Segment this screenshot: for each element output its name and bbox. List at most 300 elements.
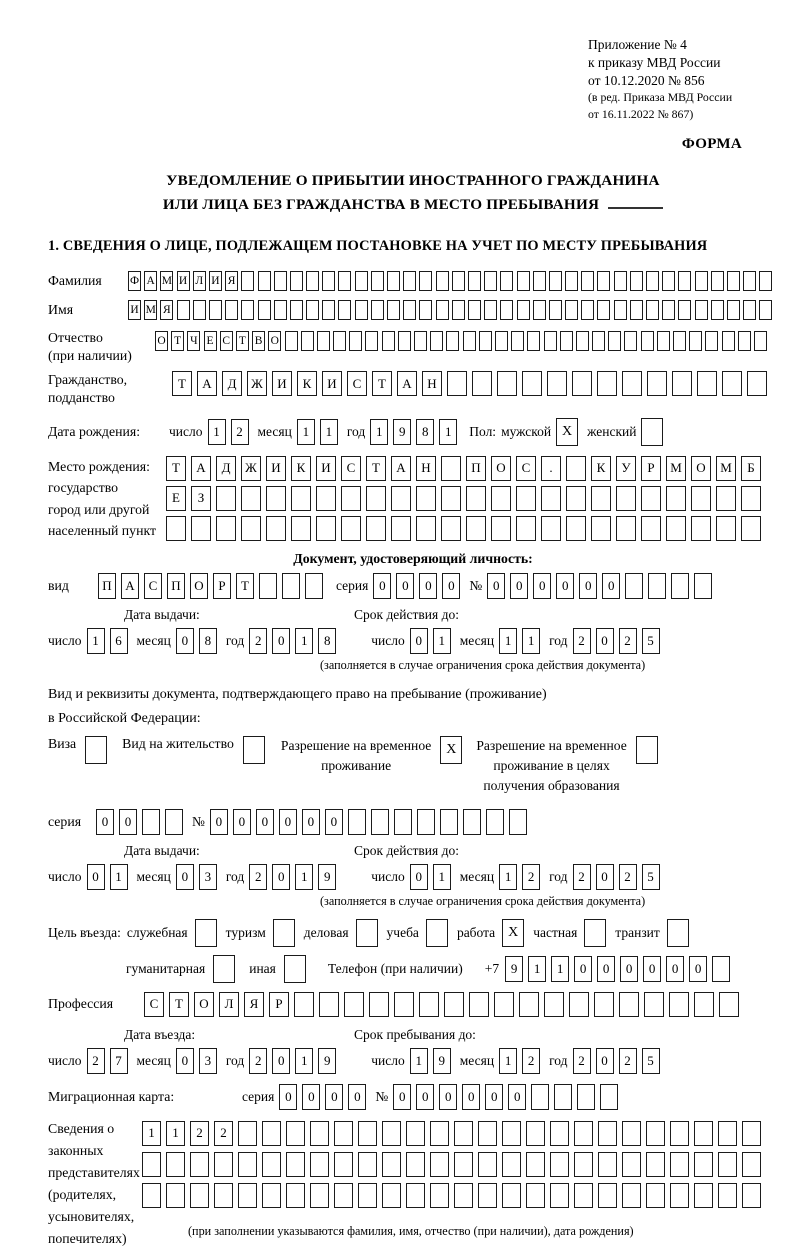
name-cell[interactable] <box>225 300 238 320</box>
patronymic-cell[interactable] <box>365 331 378 351</box>
legal-rep-cell[interactable] <box>142 1152 161 1177</box>
legal-rep-cell[interactable] <box>574 1152 593 1177</box>
birth-place-cell[interactable] <box>441 486 461 511</box>
birth-place-cell[interactable] <box>666 486 686 511</box>
migration-series-cell[interactable]: 0 <box>302 1084 320 1110</box>
passport-valid-year-cell[interactable]: 5 <box>642 628 660 654</box>
name-cell[interactable] <box>193 300 206 320</box>
edu-permit-checkbox-cell[interactable] <box>636 736 658 764</box>
legal-rep-cell[interactable] <box>694 1183 713 1208</box>
passport-valid-day-cell[interactable]: 0 <box>410 628 428 654</box>
birth-place-cell[interactable] <box>216 486 236 511</box>
birth-place-cell[interactable] <box>266 516 286 541</box>
name-cell[interactable] <box>662 300 675 320</box>
legal-rep-cell[interactable]: 1 <box>166 1121 185 1146</box>
doc-type-cell[interactable]: П <box>167 573 185 599</box>
citizenship-cell[interactable]: Д <box>222 371 242 396</box>
legal-rep-cell[interactable] <box>214 1183 233 1208</box>
legal-rep-cell[interactable] <box>574 1183 593 1208</box>
name-cell[interactable] <box>290 300 303 320</box>
citizenship-cell[interactable] <box>672 371 692 396</box>
phone-digit-cell[interactable]: 0 <box>643 956 661 982</box>
citizenship-cell[interactable]: К <box>297 371 317 396</box>
citizenship-cell[interactable] <box>447 371 467 396</box>
birth-day-cell[interactable]: 2 <box>231 419 249 445</box>
patronymic-cell[interactable] <box>317 331 330 351</box>
permit-number-cell[interactable] <box>394 809 412 835</box>
profession-cell[interactable]: О <box>194 992 214 1017</box>
birth-place-cell[interactable] <box>741 486 761 511</box>
patronymic-cell[interactable]: Ч <box>187 331 200 351</box>
legal-rep-cell[interactable] <box>382 1183 401 1208</box>
birth-year-cell[interactable]: 8 <box>416 419 434 445</box>
profession-cell[interactable] <box>519 992 539 1017</box>
patronymic-cell[interactable] <box>382 331 395 351</box>
legal-rep-cell[interactable] <box>430 1152 449 1177</box>
legal-rep-cell[interactable] <box>334 1121 353 1146</box>
legal-rep-cell[interactable] <box>526 1183 545 1208</box>
permit-number-cell[interactable]: 0 <box>325 809 343 835</box>
profession-cell[interactable] <box>619 992 639 1017</box>
profession-cell[interactable] <box>369 992 389 1017</box>
name-cell[interactable]: Я <box>160 300 173 320</box>
permit-issue-day-cell[interactable]: 1 <box>110 864 128 890</box>
birth-place-cell[interactable]: Т <box>366 456 386 481</box>
legal-rep-cell[interactable] <box>550 1121 569 1146</box>
surname-cell[interactable]: А <box>144 271 157 291</box>
name-cell[interactable] <box>711 300 724 320</box>
surname-cell[interactable] <box>355 271 368 291</box>
citizenship-cell[interactable]: Т <box>372 371 392 396</box>
birth-place-cell[interactable] <box>641 486 661 511</box>
legal-rep-cell[interactable] <box>478 1121 497 1146</box>
name-cell[interactable] <box>387 300 400 320</box>
surname-cell[interactable] <box>517 271 530 291</box>
legal-rep-cell[interactable] <box>334 1152 353 1177</box>
profession-cell[interactable] <box>394 992 414 1017</box>
surname-cell[interactable] <box>678 271 691 291</box>
birth-place-cell[interactable]: Т <box>166 456 186 481</box>
phone-digit-cell[interactable]: 0 <box>574 956 592 982</box>
passport-number-cell[interactable]: 0 <box>533 573 551 599</box>
purpose-transit-checkbox-cell[interactable] <box>667 919 689 947</box>
passport-series-cell[interactable]: 0 <box>373 573 391 599</box>
patronymic-cell[interactable] <box>349 331 362 351</box>
birth-place-cell[interactable] <box>316 486 336 511</box>
birth-place-cell[interactable] <box>441 456 461 481</box>
citizenship-cell[interactable]: Т <box>172 371 192 396</box>
doc-type-cell[interactable]: Р <box>213 573 231 599</box>
legal-rep-cell[interactable] <box>430 1183 449 1208</box>
birth-year-cell[interactable]: 1 <box>439 419 457 445</box>
permit-series-cell[interactable]: 0 <box>119 809 137 835</box>
birth-place-cell[interactable] <box>591 486 611 511</box>
citizenship-cell[interactable] <box>697 371 717 396</box>
surname-cell[interactable]: Я <box>225 271 238 291</box>
doc-type-cell[interactable]: А <box>121 573 139 599</box>
legal-rep-cell[interactable] <box>262 1121 281 1146</box>
patronymic-cell[interactable]: Т <box>236 331 249 351</box>
name-cell[interactable] <box>403 300 416 320</box>
name-cell[interactable] <box>581 300 594 320</box>
legal-rep-cell[interactable] <box>310 1121 329 1146</box>
entry-year-cell[interactable]: 1 <box>295 1048 313 1074</box>
permit-issue-day-cell[interactable]: 0 <box>87 864 105 890</box>
legal-rep-cell[interactable] <box>406 1183 425 1208</box>
passport-number-cell[interactable] <box>625 573 643 599</box>
birth-place-cell[interactable]: Д <box>216 456 236 481</box>
legal-rep-cell[interactable] <box>670 1183 689 1208</box>
passport-valid-month-cell[interactable]: 1 <box>522 628 540 654</box>
permit-number-cell[interactable]: 0 <box>302 809 320 835</box>
name-cell[interactable] <box>371 300 384 320</box>
birth-place-cell[interactable] <box>191 516 211 541</box>
surname-cell[interactable] <box>549 271 562 291</box>
legal-rep-cell[interactable] <box>238 1152 257 1177</box>
birth-month-cell[interactable]: 1 <box>297 419 315 445</box>
birth-place-cell[interactable] <box>266 486 286 511</box>
surname-cell[interactable] <box>695 271 708 291</box>
legal-rep-cell[interactable] <box>358 1152 377 1177</box>
birth-place-cell[interactable] <box>441 516 461 541</box>
migration-number-cell[interactable]: 0 <box>439 1084 457 1110</box>
legal-rep-cell[interactable] <box>190 1152 209 1177</box>
birth-place-cell[interactable] <box>416 486 436 511</box>
permit-valid-day-cell[interactable]: 0 <box>410 864 428 890</box>
surname-cell[interactable] <box>322 271 335 291</box>
birth-place-cell[interactable]: Р <box>641 456 661 481</box>
citizenship-cell[interactable] <box>497 371 517 396</box>
legal-rep-cell[interactable] <box>334 1183 353 1208</box>
birth-place-cell[interactable] <box>416 516 436 541</box>
name-cell[interactable] <box>241 300 254 320</box>
passport-valid-month-cell[interactable]: 1 <box>499 628 517 654</box>
citizenship-cell[interactable] <box>622 371 642 396</box>
surname-cell[interactable] <box>452 271 465 291</box>
legal-rep-cell[interactable] <box>646 1152 665 1177</box>
surname-cell[interactable] <box>743 271 756 291</box>
purpose-business-checkbox-cell[interactable] <box>356 919 378 947</box>
legal-rep-cell[interactable] <box>286 1183 305 1208</box>
birth-year-cell[interactable]: 9 <box>393 419 411 445</box>
birth-place-cell[interactable] <box>516 516 536 541</box>
profession-cell[interactable] <box>419 992 439 1017</box>
entry-month-cell[interactable]: 0 <box>176 1048 194 1074</box>
patronymic-cell[interactable]: В <box>252 331 265 351</box>
birth-place-cell[interactable] <box>316 516 336 541</box>
name-cell[interactable] <box>436 300 449 320</box>
surname-cell[interactable] <box>387 271 400 291</box>
permit-number-cell[interactable] <box>440 809 458 835</box>
birth-place-cell[interactable] <box>641 516 661 541</box>
patronymic-cell[interactable]: О <box>155 331 168 351</box>
birth-place-cell[interactable] <box>366 516 386 541</box>
stay-year-cell[interactable]: 0 <box>596 1048 614 1074</box>
permit-number-cell[interactable] <box>463 809 481 835</box>
birth-place-cell[interactable] <box>591 516 611 541</box>
passport-number-cell[interactable]: 0 <box>556 573 574 599</box>
profession-cell[interactable] <box>494 992 514 1017</box>
surname-cell[interactable] <box>614 271 627 291</box>
permit-number-cell[interactable]: 0 <box>256 809 274 835</box>
citizenship-cell[interactable]: И <box>272 371 292 396</box>
birth-place-cell[interactable]: . <box>541 456 561 481</box>
patronymic-cell[interactable] <box>414 331 427 351</box>
permit-valid-month-cell[interactable]: 2 <box>522 864 540 890</box>
legal-rep-cell[interactable] <box>718 1183 737 1208</box>
citizenship-cell[interactable] <box>572 371 592 396</box>
legal-rep-cell[interactable] <box>382 1152 401 1177</box>
birth-place-cell[interactable] <box>566 516 586 541</box>
birth-place-cell[interactable]: О <box>691 456 711 481</box>
profession-cell[interactable]: С <box>144 992 164 1017</box>
birth-place-cell[interactable]: С <box>341 456 361 481</box>
birth-place-cell[interactable] <box>491 516 511 541</box>
birth-place-cell[interactable] <box>541 486 561 511</box>
legal-rep-cell[interactable] <box>166 1183 185 1208</box>
entry-day-cell[interactable]: 7 <box>110 1048 128 1074</box>
passport-series-cell[interactable]: 0 <box>396 573 414 599</box>
birth-place-cell[interactable] <box>291 486 311 511</box>
legal-rep-cell[interactable] <box>718 1121 737 1146</box>
surname-cell[interactable] <box>436 271 449 291</box>
doc-type-cell[interactable]: С <box>144 573 162 599</box>
entry-day-cell[interactable]: 2 <box>87 1048 105 1074</box>
birth-day-cell[interactable]: 1 <box>208 419 226 445</box>
name-cell[interactable] <box>274 300 287 320</box>
profession-cell[interactable] <box>644 992 664 1017</box>
legal-rep-cell[interactable] <box>646 1183 665 1208</box>
surname-cell[interactable] <box>306 271 319 291</box>
purpose-official-checkbox-cell[interactable] <box>195 919 217 947</box>
permit-valid-year-cell[interactable]: 2 <box>573 864 591 890</box>
patronymic-cell[interactable] <box>301 331 314 351</box>
surname-cell[interactable] <box>533 271 546 291</box>
permit-number-cell[interactable] <box>371 809 389 835</box>
patronymic-cell[interactable]: С <box>220 331 233 351</box>
permit-number-cell[interactable] <box>417 809 435 835</box>
patronymic-cell[interactable] <box>511 331 524 351</box>
birth-place-cell[interactable] <box>391 486 411 511</box>
patronymic-cell[interactable]: О <box>268 331 281 351</box>
profession-cell[interactable]: Л <box>219 992 239 1017</box>
profession-cell[interactable] <box>294 992 314 1017</box>
passport-series-cell[interactable]: 0 <box>419 573 437 599</box>
profession-cell[interactable] <box>319 992 339 1017</box>
birth-place-cell[interactable]: А <box>391 456 411 481</box>
citizenship-cell[interactable] <box>722 371 742 396</box>
citizenship-cell[interactable]: А <box>397 371 417 396</box>
permit-number-cell[interactable]: 0 <box>279 809 297 835</box>
phone-digit-cell[interactable]: 9 <box>505 956 523 982</box>
phone-digit-cell[interactable]: 0 <box>597 956 615 982</box>
birth-place-cell[interactable] <box>466 486 486 511</box>
legal-rep-cell[interactable] <box>502 1121 521 1146</box>
surname-cell[interactable] <box>662 271 675 291</box>
permit-series-cell[interactable]: 0 <box>96 809 114 835</box>
legal-rep-cell[interactable] <box>142 1183 161 1208</box>
entry-month-cell[interactable]: 3 <box>199 1048 217 1074</box>
passport-number-cell[interactable] <box>694 573 712 599</box>
migration-number-cell[interactable] <box>554 1084 572 1110</box>
permit-issue-month-cell[interactable]: 0 <box>176 864 194 890</box>
birth-place-cell[interactable] <box>691 516 711 541</box>
passport-issue-year-cell[interactable]: 1 <box>295 628 313 654</box>
patronymic-cell[interactable] <box>576 331 589 351</box>
passport-issue-day-cell[interactable]: 1 <box>87 628 105 654</box>
name-cell[interactable] <box>419 300 432 320</box>
birth-place-cell[interactable]: П <box>466 456 486 481</box>
passport-issue-year-cell[interactable]: 0 <box>272 628 290 654</box>
phone-digit-cell[interactable]: 1 <box>528 956 546 982</box>
legal-rep-cell[interactable] <box>406 1152 425 1177</box>
name-cell[interactable] <box>695 300 708 320</box>
surname-cell[interactable] <box>759 271 772 291</box>
citizenship-cell[interactable] <box>747 371 767 396</box>
surname-cell[interactable] <box>597 271 610 291</box>
birth-place-cell[interactable] <box>166 516 186 541</box>
birth-place-cell[interactable] <box>616 516 636 541</box>
profession-cell[interactable] <box>719 992 739 1017</box>
profession-cell[interactable] <box>544 992 564 1017</box>
profession-cell[interactable] <box>669 992 689 1017</box>
purpose-humanitarian-checkbox-cell[interactable] <box>213 955 235 983</box>
profession-cell[interactable]: Я <box>244 992 264 1017</box>
legal-rep-cell[interactable] <box>382 1121 401 1146</box>
name-cell[interactable] <box>322 300 335 320</box>
surname-cell[interactable] <box>419 271 432 291</box>
name-cell[interactable] <box>533 300 546 320</box>
legal-rep-cell[interactable] <box>622 1183 641 1208</box>
name-cell[interactable] <box>549 300 562 320</box>
birth-place-cell[interactable] <box>341 516 361 541</box>
name-cell[interactable] <box>597 300 610 320</box>
surname-cell[interactable] <box>500 271 513 291</box>
birth-place-cell[interactable] <box>341 486 361 511</box>
purpose-tourism-checkbox-cell[interactable] <box>273 919 295 947</box>
legal-rep-cell[interactable] <box>454 1183 473 1208</box>
migration-series-cell[interactable]: 0 <box>348 1084 366 1110</box>
name-cell[interactable] <box>468 300 481 320</box>
permit-number-cell[interactable] <box>348 809 366 835</box>
surname-cell[interactable] <box>403 271 416 291</box>
citizenship-cell[interactable]: Н <box>422 371 442 396</box>
birth-place-cell[interactable] <box>241 486 261 511</box>
legal-rep-cell[interactable] <box>502 1183 521 1208</box>
birth-place-cell[interactable] <box>291 516 311 541</box>
birth-place-cell[interactable]: У <box>616 456 636 481</box>
legal-rep-cell[interactable] <box>190 1183 209 1208</box>
patronymic-cell[interactable] <box>641 331 654 351</box>
stay-year-cell[interactable]: 5 <box>642 1048 660 1074</box>
passport-issue-year-cell[interactable]: 8 <box>318 628 336 654</box>
patronymic-cell[interactable] <box>624 331 637 351</box>
patronymic-cell[interactable] <box>463 331 476 351</box>
passport-valid-day-cell[interactable]: 1 <box>433 628 451 654</box>
profession-cell[interactable] <box>344 992 364 1017</box>
patronymic-cell[interactable] <box>738 331 751 351</box>
stay-month-cell[interactable]: 2 <box>522 1048 540 1074</box>
birth-place-cell[interactable] <box>366 486 386 511</box>
residence-permit-checkbox-cell[interactable] <box>243 736 265 764</box>
doc-type-cell[interactable]: О <box>190 573 208 599</box>
passport-number-cell[interactable]: 0 <box>579 573 597 599</box>
legal-rep-cell[interactable] <box>430 1121 449 1146</box>
patronymic-cell[interactable] <box>592 331 605 351</box>
legal-rep-cell[interactable] <box>574 1121 593 1146</box>
legal-rep-cell[interactable] <box>550 1152 569 1177</box>
passport-number-cell[interactable]: 0 <box>510 573 528 599</box>
patronymic-cell[interactable]: Т <box>171 331 184 351</box>
patronymic-cell[interactable] <box>333 331 346 351</box>
patronymic-cell[interactable] <box>722 331 735 351</box>
legal-rep-cell[interactable] <box>214 1152 233 1177</box>
birth-place-cell[interactable] <box>241 516 261 541</box>
passport-issue-month-cell[interactable]: 8 <box>199 628 217 654</box>
migration-number-cell[interactable] <box>531 1084 549 1110</box>
birth-place-cell[interactable]: И <box>316 456 336 481</box>
patronymic-cell[interactable] <box>285 331 298 351</box>
permit-valid-day-cell[interactable]: 1 <box>433 864 451 890</box>
phone-digit-cell[interactable]: 0 <box>689 956 707 982</box>
surname-cell[interactable] <box>565 271 578 291</box>
passport-issue-month-cell[interactable]: 0 <box>176 628 194 654</box>
phone-digit-cell[interactable]: 0 <box>620 956 638 982</box>
profession-cell[interactable] <box>594 992 614 1017</box>
name-cell[interactable]: М <box>144 300 157 320</box>
birth-place-cell[interactable]: К <box>591 456 611 481</box>
birth-place-cell[interactable] <box>616 486 636 511</box>
legal-rep-cell[interactable] <box>502 1152 521 1177</box>
permit-valid-year-cell[interactable]: 5 <box>642 864 660 890</box>
birth-place-cell[interactable]: С <box>516 456 536 481</box>
legal-rep-cell[interactable] <box>598 1121 617 1146</box>
birth-place-cell[interactable] <box>716 486 736 511</box>
birth-place-cell[interactable] <box>391 516 411 541</box>
passport-valid-year-cell[interactable]: 0 <box>596 628 614 654</box>
surname-cell[interactable] <box>581 271 594 291</box>
name-cell[interactable] <box>565 300 578 320</box>
name-cell[interactable]: И <box>128 300 141 320</box>
name-cell[interactable] <box>614 300 627 320</box>
name-cell[interactable] <box>452 300 465 320</box>
migration-number-cell[interactable] <box>577 1084 595 1110</box>
legal-rep-cell[interactable] <box>646 1121 665 1146</box>
legal-rep-cell[interactable] <box>742 1121 761 1146</box>
patronymic-cell[interactable] <box>544 331 557 351</box>
passport-valid-year-cell[interactable]: 2 <box>573 628 591 654</box>
birth-place-cell[interactable]: З <box>191 486 211 511</box>
citizenship-cell[interactable]: А <box>197 371 217 396</box>
legal-rep-cell[interactable] <box>622 1121 641 1146</box>
legal-rep-cell[interactable]: 1 <box>142 1121 161 1146</box>
legal-rep-cell[interactable] <box>358 1183 377 1208</box>
migration-series-cell[interactable]: 0 <box>325 1084 343 1110</box>
legal-rep-cell[interactable] <box>718 1152 737 1177</box>
migration-number-cell[interactable]: 0 <box>508 1084 526 1110</box>
profession-cell[interactable] <box>694 992 714 1017</box>
purpose-other-checkbox-cell[interactable] <box>284 955 306 983</box>
surname-cell[interactable] <box>646 271 659 291</box>
patronymic-cell[interactable] <box>673 331 686 351</box>
legal-rep-cell[interactable] <box>454 1152 473 1177</box>
stay-month-cell[interactable]: 1 <box>499 1048 517 1074</box>
birth-place-cell[interactable]: Ж <box>241 456 261 481</box>
legal-rep-cell[interactable] <box>166 1152 185 1177</box>
name-cell[interactable] <box>355 300 368 320</box>
permit-number-cell[interactable]: 0 <box>233 809 251 835</box>
citizenship-cell[interactable] <box>647 371 667 396</box>
